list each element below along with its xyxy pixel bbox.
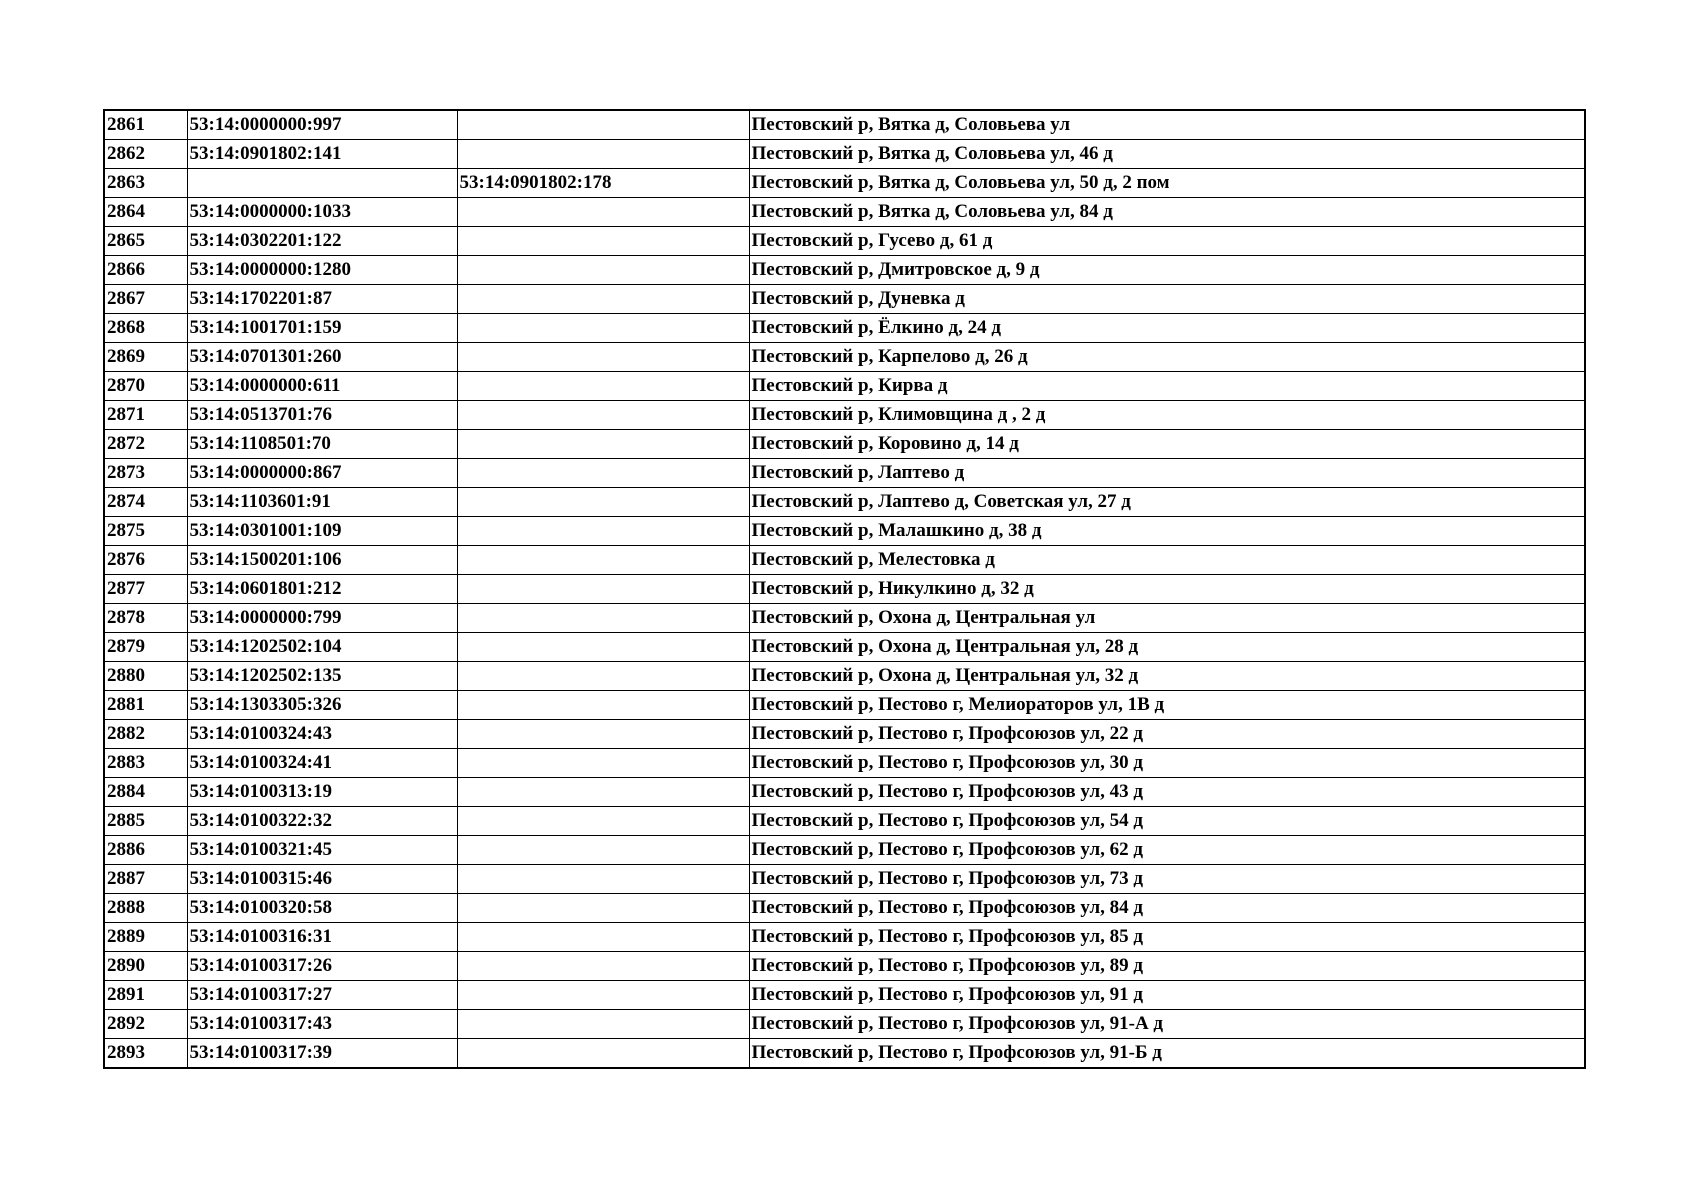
row-number-cell: 2883 — [104, 749, 187, 778]
address-cell: Пестовский р, Дмитровское д, 9 д — [749, 256, 1585, 285]
address-cell: Пестовский р, Пестово г, Профсоюзов ул, 85 д — [749, 923, 1585, 952]
room-cadastral-number-cell — [457, 140, 749, 169]
address-cell: Пестовский р, Вятка д, Соловьева ул, 46 д — [749, 140, 1585, 169]
row-number-cell: 2864 — [104, 198, 187, 227]
cadastral-number-cell: 53:14:0302201:122 — [187, 227, 457, 256]
room-cadastral-number-cell — [457, 314, 749, 343]
table-row — [104, 981, 1585, 1010]
cadastral-number-cell: 53:14:0100313:19 — [187, 778, 457, 807]
address-cell: Пестовский р, Охона д, Центральная ул, 28 д — [749, 633, 1585, 662]
address-cell: Пестовский р, Вятка д, Соловьева ул, 84 д — [749, 198, 1585, 227]
row-number-cell: 2872 — [104, 430, 187, 459]
table-row — [104, 691, 1585, 720]
cadastral-number-cell: 53:14:1303305:326 — [187, 691, 457, 720]
room-cadastral-number-cell — [457, 865, 749, 894]
room-cadastral-number-cell — [457, 459, 749, 488]
table-row — [104, 401, 1585, 430]
room-cadastral-number-cell — [457, 604, 749, 633]
room-cadastral-number-cell — [457, 227, 749, 256]
row-number-cell: 2881 — [104, 691, 187, 720]
room-cadastral-number-cell — [457, 256, 749, 285]
address-cell: Пестовский р, Пестово г, Мелиораторов ул, 1В д — [749, 691, 1585, 720]
table-row — [104, 720, 1585, 749]
table-row — [104, 952, 1585, 981]
address-cell: Пестовский р, Пестово г, Профсоюзов ул, 43 д — [749, 778, 1585, 807]
cadastral-number-cell: 53:14:0000000:997 — [187, 110, 457, 140]
room-cadastral-number-cell — [457, 691, 749, 720]
row-number-cell: 2890 — [104, 952, 187, 981]
row-number-cell: 2879 — [104, 633, 187, 662]
cadastral-number-cell: 53:14:0100317:27 — [187, 981, 457, 1010]
address-cell: Пестовский р, Пестово г, Профсоюзов ул, 22 д — [749, 720, 1585, 749]
row-number-cell: 2868 — [104, 314, 187, 343]
cadastral-number-cell: 53:14:1500201:106 — [187, 546, 457, 575]
row-number-cell: 2877 — [104, 575, 187, 604]
address-cell: Пестовский р, Ёлкино д, 24 д — [749, 314, 1585, 343]
room-cadastral-number-cell — [457, 372, 749, 401]
table-row — [104, 314, 1585, 343]
room-cadastral-number-cell — [457, 807, 749, 836]
row-number-cell: 2882 — [104, 720, 187, 749]
address-cell: Пестовский р, Мелестовка д — [749, 546, 1585, 575]
address-cell: Пестовский р, Пестово г, Профсоюзов ул, 73 д — [749, 865, 1585, 894]
table-row — [104, 807, 1585, 836]
table-row — [104, 517, 1585, 546]
row-number-cell: 2875 — [104, 517, 187, 546]
row-number-cell: 2866 — [104, 256, 187, 285]
address-cell: Пестовский р, Пестово г, Профсоюзов ул, 89 д — [749, 952, 1585, 981]
table-row — [104, 1010, 1585, 1039]
cadastral-number-cell: 53:14:0100322:32 — [187, 807, 457, 836]
cadastral-number-cell: 53:14:0100317:39 — [187, 1039, 457, 1069]
address-cell: Пестовский р, Пестово г, Профсоюзов ул, 91-Б д — [749, 1039, 1585, 1069]
room-cadastral-number-cell — [457, 720, 749, 749]
table-row — [104, 923, 1585, 952]
table-row — [104, 110, 1585, 140]
cadastral-number-cell: 53:14:0100321:45 — [187, 836, 457, 865]
address-cell: Пестовский р, Дуневка д — [749, 285, 1585, 314]
table-row — [104, 459, 1585, 488]
cadastral-number-cell: 53:14:1202502:104 — [187, 633, 457, 662]
table-row — [104, 169, 1585, 198]
table-row — [104, 140, 1585, 169]
table-row — [104, 894, 1585, 923]
row-number-cell: 2862 — [104, 140, 187, 169]
address-cell: Пестовский р, Коровино д, 14 д — [749, 430, 1585, 459]
room-cadastral-number-cell — [457, 517, 749, 546]
cadastral-number-cell: 53:14:0100317:26 — [187, 952, 457, 981]
table-row — [104, 546, 1585, 575]
registry-table-body — [104, 110, 1585, 1068]
address-cell: Пестовский р, Охона д, Центральная ул, 32 д — [749, 662, 1585, 691]
address-cell: Пестовский р, Охона д, Центральная ул — [749, 604, 1585, 633]
row-number-cell: 2892 — [104, 1010, 187, 1039]
cadastral-number-cell: 53:14:0000000:867 — [187, 459, 457, 488]
address-cell: Пестовский р, Вятка д, Соловьева ул, 50 д, 2 пом — [749, 169, 1585, 198]
cadastral-number-cell: 53:14:0000000:799 — [187, 604, 457, 633]
row-number-cell: 2876 — [104, 546, 187, 575]
address-cell: Пестовский р, Карпелово д, 26 д — [749, 343, 1585, 372]
address-cell: Пестовский р, Пестово г, Профсоюзов ул, 62 д — [749, 836, 1585, 865]
cadastral-number-cell: 53:14:0100324:41 — [187, 749, 457, 778]
room-cadastral-number-cell — [457, 198, 749, 227]
address-cell: Пестовский р, Вятка д, Соловьева ул — [749, 110, 1585, 140]
cadastral-number-cell: 53:14:0601801:212 — [187, 575, 457, 604]
address-cell: Пестовский р, Лаптево д — [749, 459, 1585, 488]
row-number-cell: 2870 — [104, 372, 187, 401]
table-row — [104, 285, 1585, 314]
cadastral-number-cell: 53:14:1001701:159 — [187, 314, 457, 343]
row-number-cell: 2861 — [104, 110, 187, 140]
room-cadastral-number-cell — [457, 575, 749, 604]
address-cell: Пестовский р, Пестово г, Профсоюзов ул, 91 д — [749, 981, 1585, 1010]
row-number-cell: 2880 — [104, 662, 187, 691]
address-cell: Пестовский р, Климовщина д , 2 д — [749, 401, 1585, 430]
room-cadastral-number-cell — [457, 1039, 749, 1069]
row-number-cell: 2888 — [104, 894, 187, 923]
cadastral-number-cell: 53:14:1103601:91 — [187, 488, 457, 517]
row-number-cell: 2865 — [104, 227, 187, 256]
address-cell: Пестовский р, Пестово г, Профсоюзов ул, 84 д — [749, 894, 1585, 923]
table-row — [104, 836, 1585, 865]
table-row — [104, 865, 1585, 894]
room-cadastral-number-cell — [457, 110, 749, 140]
table-row — [104, 1039, 1585, 1069]
address-cell: Пестовский р, Кирва д — [749, 372, 1585, 401]
cadastral-number-cell: 53:14:1108501:70 — [187, 430, 457, 459]
cadastral-number-cell: 53:14:0000000:1033 — [187, 198, 457, 227]
cadastral-number-cell: 53:14:0100320:58 — [187, 894, 457, 923]
table-row — [104, 256, 1585, 285]
table-row — [104, 372, 1585, 401]
row-number-cell: 2885 — [104, 807, 187, 836]
table-row — [104, 198, 1585, 227]
room-cadastral-number-cell — [457, 546, 749, 575]
room-cadastral-number-cell — [457, 923, 749, 952]
room-cadastral-number-cell — [457, 285, 749, 314]
cadastral-number-cell: 53:14:0100316:31 — [187, 923, 457, 952]
address-cell: Пестовский р, Гусево д, 61 д — [749, 227, 1585, 256]
room-cadastral-number-cell — [457, 662, 749, 691]
room-cadastral-number-cell — [457, 401, 749, 430]
row-number-cell: 2887 — [104, 865, 187, 894]
row-number-cell: 2891 — [104, 981, 187, 1010]
table-row — [104, 227, 1585, 256]
address-cell: Пестовский р, Лаптево д, Советская ул, 27 д — [749, 488, 1585, 517]
table-row — [104, 778, 1585, 807]
address-cell: Пестовский р, Никулкино д, 32 д — [749, 575, 1585, 604]
room-cadastral-number-cell — [457, 430, 749, 459]
cadastral-number-cell: 53:14:0301001:109 — [187, 517, 457, 546]
row-number-cell: 2878 — [104, 604, 187, 633]
row-number-cell: 2886 — [104, 836, 187, 865]
cadastral-number-cell: 53:14:0901802:141 — [187, 140, 457, 169]
table-row — [104, 633, 1585, 662]
address-cell: Пестовский р, Пестово г, Профсоюзов ул, 54 д — [749, 807, 1585, 836]
table-row — [104, 575, 1585, 604]
row-number-cell: 2863 — [104, 169, 187, 198]
room-cadastral-number-cell — [457, 343, 749, 372]
cadastral-number-cell: 53:14:0701301:260 — [187, 343, 457, 372]
row-number-cell: 2893 — [104, 1039, 187, 1069]
room-cadastral-number-cell — [457, 1010, 749, 1039]
room-cadastral-number-cell — [457, 952, 749, 981]
cadastral-number-cell: 53:14:1702201:87 — [187, 285, 457, 314]
room-cadastral-number-cell — [457, 749, 749, 778]
cadastral-number-cell: 53:14:0100324:43 — [187, 720, 457, 749]
row-number-cell: 2869 — [104, 343, 187, 372]
room-cadastral-number-cell — [457, 836, 749, 865]
table-row — [104, 662, 1585, 691]
room-cadastral-number-cell — [457, 488, 749, 517]
address-cell: Пестовский р, Пестово г, Профсоюзов ул, 91-А д — [749, 1010, 1585, 1039]
table-row — [104, 430, 1585, 459]
cadastral-number-cell: 53:14:0000000:611 — [187, 372, 457, 401]
room-cadastral-number-cell — [457, 778, 749, 807]
table-row — [104, 604, 1585, 633]
room-cadastral-number-cell: 53:14:0901802:178 — [457, 169, 749, 198]
table-row — [104, 749, 1585, 778]
room-cadastral-number-cell — [457, 981, 749, 1010]
row-number-cell: 2867 — [104, 285, 187, 314]
row-number-cell: 2884 — [104, 778, 187, 807]
row-number-cell: 2874 — [104, 488, 187, 517]
cadastral-number-cell: 53:14:0100315:46 — [187, 865, 457, 894]
cadastral-number-cell: 53:14:0513701:76 — [187, 401, 457, 430]
table-row — [104, 488, 1585, 517]
cadastral-number-cell: 53:14:0000000:1280 — [187, 256, 457, 285]
row-number-cell: 2873 — [104, 459, 187, 488]
room-cadastral-number-cell — [457, 633, 749, 662]
room-cadastral-number-cell — [457, 894, 749, 923]
table-row — [104, 343, 1585, 372]
cadastral-number-cell — [187, 169, 457, 198]
cadastral-number-cell: 53:14:0100317:43 — [187, 1010, 457, 1039]
row-number-cell: 2889 — [104, 923, 187, 952]
cadastral-number-cell: 53:14:1202502:135 — [187, 662, 457, 691]
address-registry-table — [103, 109, 1586, 1069]
row-number-cell: 2871 — [104, 401, 187, 430]
address-cell: Пестовский р, Пестово г, Профсоюзов ул, 30 д — [749, 749, 1585, 778]
address-cell: Пестовский р, Малашкино д, 38 д — [749, 517, 1585, 546]
